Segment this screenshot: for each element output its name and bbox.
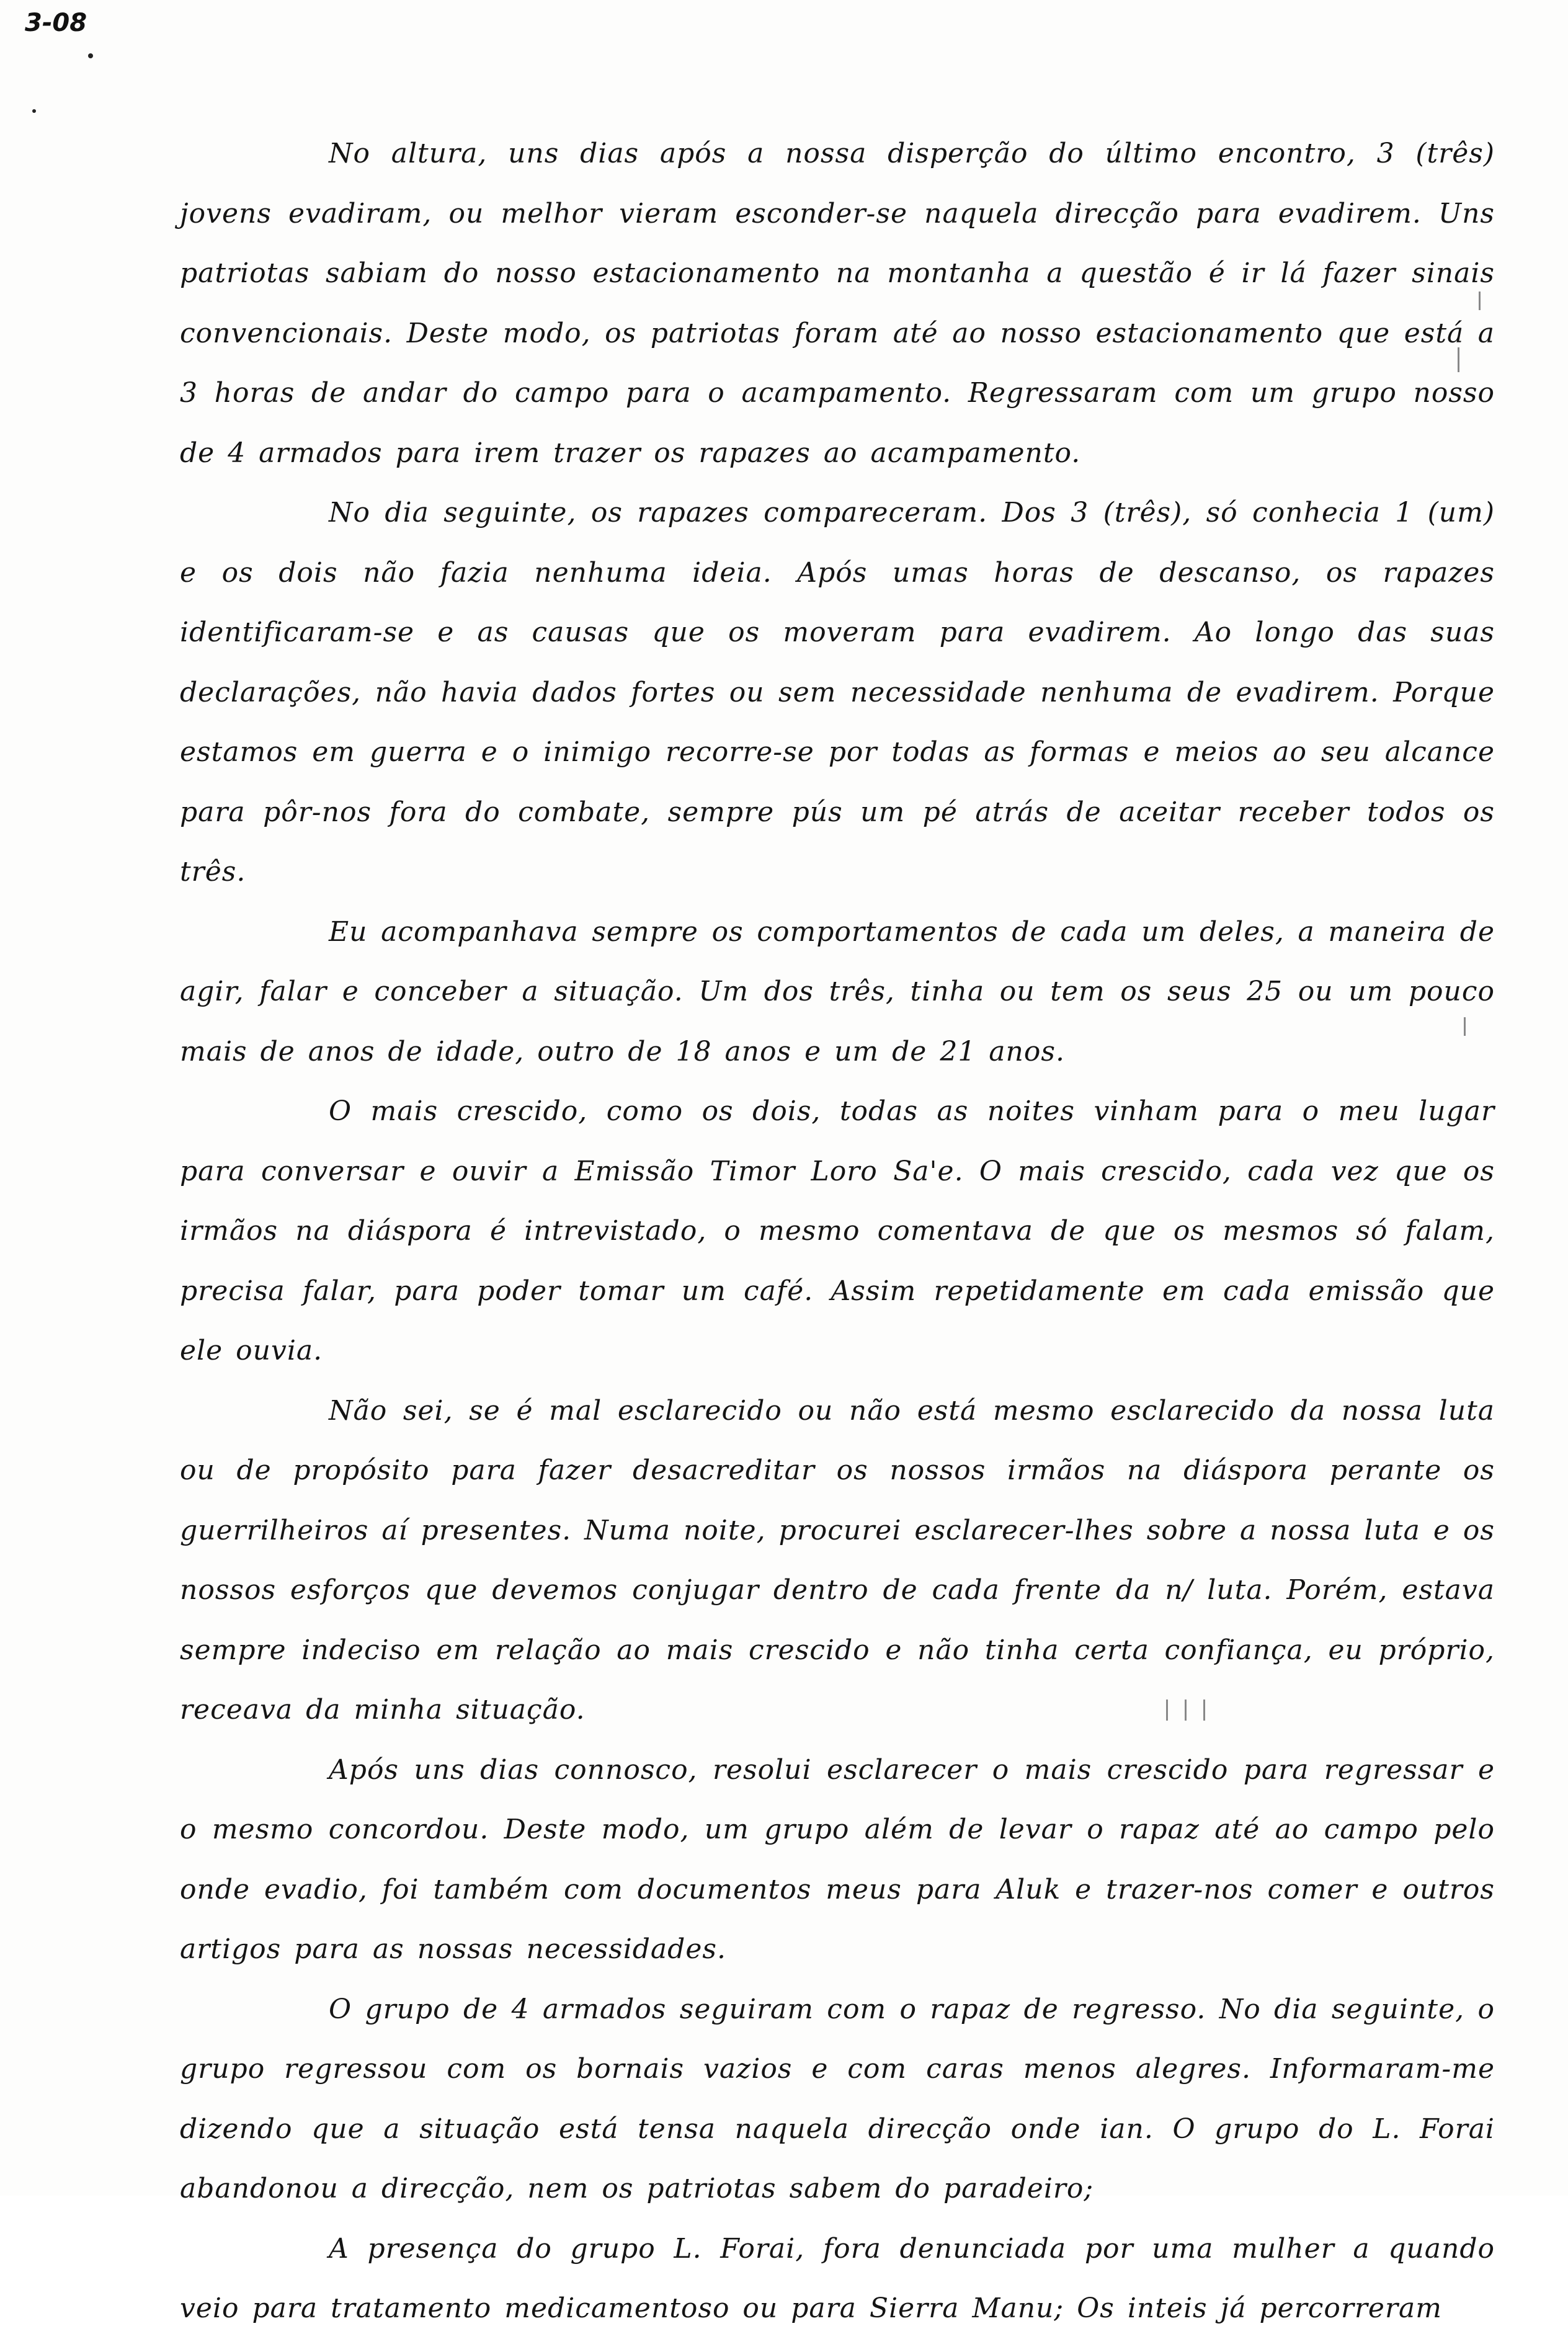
paragraph: O grupo de 4 armados seguiram com o rapaz de regresso. No dia seguinte, o grupo regressou com os bornais vazios e com caras menos alegres. Informaram-me dizendo que a situação está tensa naquela direcção onde ian. O grupo do L. Forai abandonou a direcção, nem os patriotas sabem do paradeiro; [180,1993,1495,2204]
paragraph: Após uns dias connosco, resolui esclarecer o mais crescido para regressar e o mesmo concordou. Deste modo, um grupo além de levar o rapaz até ao campo pelo onde evadio, foi também com documentos meus para Aluk e trazer-nos comer e outros artigos para as nossas necessidades. [180,1753,1495,1965]
handwritten-text-body [180,124,1495,2339]
paragraph: No dia seguinte, os rapazes compareceram. Dos 3 (três), só conhecia 1 (um) e os dois não fazia nenhuma ideia. Após umas horas de descanso, os rapazes identificaram-se e as causas que os moveram para evadirem. Ao longo das suas declarações, não havia dados fortes ou sem necessidade nenhuma de evadirem. Porque estamos em guerra e o inimigo recorre-se por todas as formas e meios ao seu alcance para pôr-nos fora do combate, sempre pús um pé atrás de aceitar receber todos os três. [180,497,1495,888]
paragraph: Eu acompanhava sempre os comportamentos de cada um deles, a maneira de agir, falar e conceber a situação. Um dos três, tinha ou tem os seus 25 ou um pouco mais de anos de idade, outro de 18 anos e um de 21 anos. [180,916,1495,1067]
page-number: 3-08 [25,9,87,37]
paragraph: No altura, uns dias após a nossa disperção do último encontro, 3 (três) jovens evadiram, ou melhor vieram esconder-se naquela direcção para evadirem. Uns patriotas sabiam do nosso estacionamento na montanha a questão é ir lá fazer sinais convencionais. Deste modo, os patriotas foram até ao nosso estacionamento que está a 3 horas de andar do campo para o acampamento. Regressaram com um grupo nosso de 4 armados para irem trazer os rapazes ao acampamento. [180,138,1495,469]
ink-speck [32,109,36,113]
paragraph: A presença do grupo L. Forai, fora denunciada por uma mulher a quando veio para tratamento medicamentoso ou para Sierra Manu; Os inteis já percorreram [180,2232,1495,2324]
paragraph: Não sei, se é mal esclarecido ou não está mesmo esclarecido da nossa luta ou de propósito para fazer desacreditar os nossos irmãos na diáspora perante os guerrilheiros aí presentes. Numa noite, procurei esclarecer-lhes sobre a nossa luta e os nossos esforços que devemos conjugar dentro de cada frente da n/ luta. Porém, estava sempre indeciso em relação ao mais crescido e não tinha certa confiança, eu próprio, receava da minha situação. [180,1394,1495,1726]
paragraph: O mais crescido, como os dois, todas as noites vinham para o meu lugar para conversar e ouvir a Emissão Timor Loro Sa'e. O mais crescido, cada vez que os irmãos na diáspora é intrevistado, o mesmo comentava de que os mesmos só falam, precisa falar, para poder tomar um café. Assim repetidamente em cada emissão que ele ouvia. [180,1095,1495,1366]
ink-speck [88,53,93,58]
